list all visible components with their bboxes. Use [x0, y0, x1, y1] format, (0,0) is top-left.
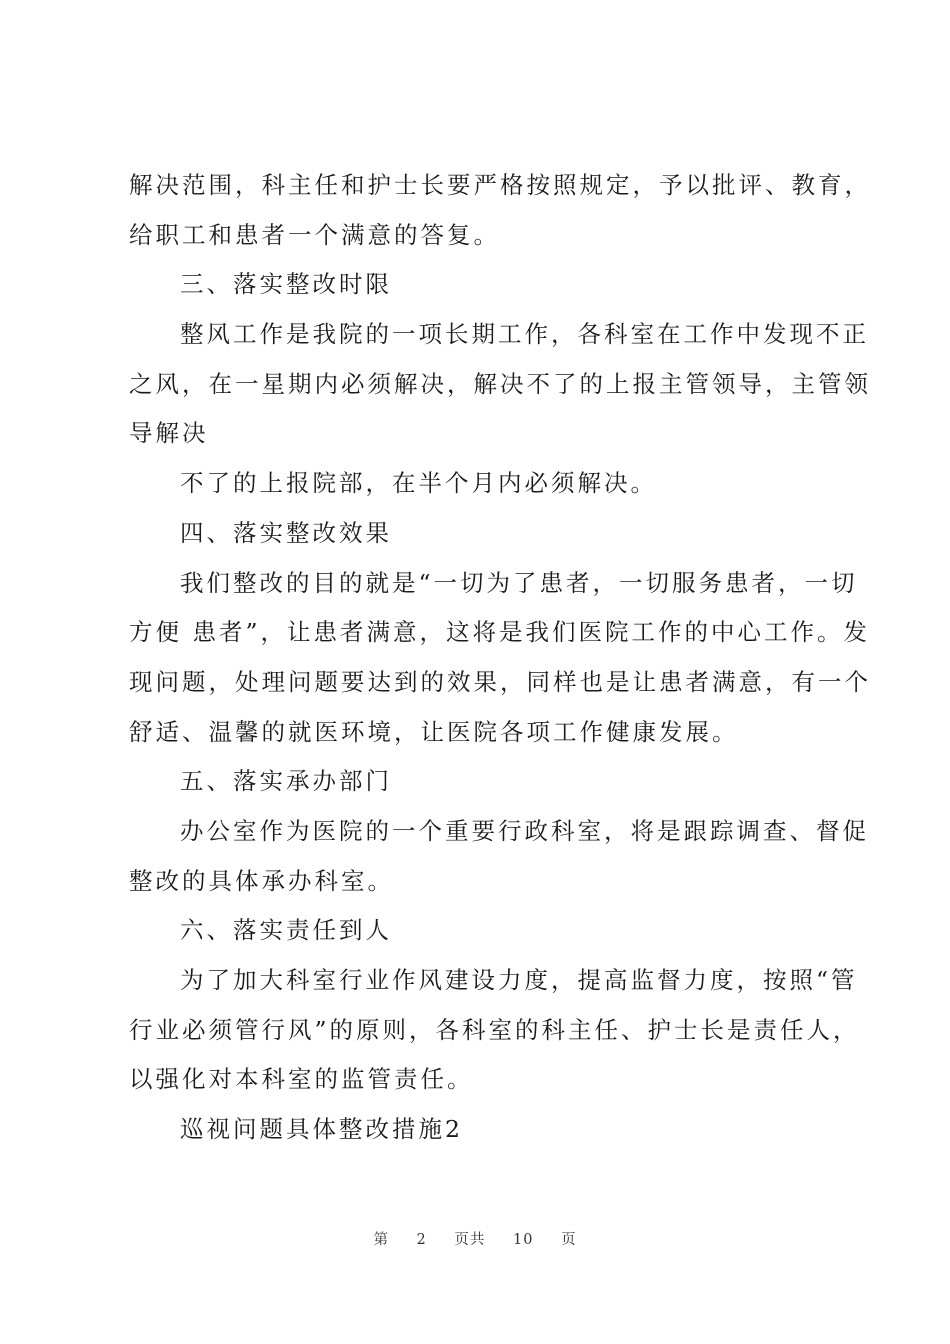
page-footer	[0, 1228, 950, 1249]
footer-page-number: 2	[416, 1232, 427, 1248]
section-heading: 五、落实承办部门	[180, 767, 392, 796]
section-heading: 六、落实责任到人	[180, 916, 392, 945]
section-title: 巡视问题具体整改措施2	[180, 1115, 463, 1144]
footer-prefix: 第	[373, 1232, 389, 1248]
text-line: 之风，在一星期内必须解决，解决不了的上报主管领导，主管领	[129, 369, 871, 398]
section-heading: 四、落实整改效果	[180, 518, 392, 547]
text-line: 整风工作是我院的一项长期工作，各科室在工作中发现不正	[180, 320, 869, 349]
text-line: 舒适、温馨的就医环境，让医院各项工作健康发展。	[129, 717, 739, 746]
text-line: 方便 患者”，让患者满意，这将是我们医院工作的中心工作。发	[129, 618, 870, 647]
text-line: 整改的具体承办科室。	[129, 866, 394, 895]
text-line: 为了加大科室行业作风建设力度，提高监督力度，按照“管	[180, 966, 858, 994]
footer-suffix: 页	[561, 1232, 577, 1248]
section-heading: 三、落实整改时限	[180, 270, 392, 299]
text-line: 解决范围，科主任和护士长要严格按照规定，予以批评、教育，	[129, 171, 871, 199]
text-line: 现问题，处理问题要达到的效果，同样也是让患者满意，有一个	[129, 667, 871, 696]
document-body	[129, 161, 871, 1155]
text-line: 我们整改的目的就是“一切为了患者，一切服务患者，一切	[180, 568, 858, 597]
text-line: 不了的上报院部，在半个月内必须解决。	[180, 469, 657, 498]
text-line: 行业必须管行风”的原则，各科室的科主任、护士长是责任人，	[129, 1015, 860, 1044]
text-line: 导解决	[129, 419, 209, 448]
footer-total-pages: 10	[513, 1232, 534, 1248]
footer-middle: 页共	[454, 1232, 486, 1248]
text-line: 办公室作为医院的一个重要行政科室，将是跟踪调查、督促	[180, 816, 869, 845]
text-line: 以强化对本科室的监管责任。	[129, 1065, 474, 1094]
text-line: 给职工和患者一个满意的答复。	[129, 220, 500, 249]
